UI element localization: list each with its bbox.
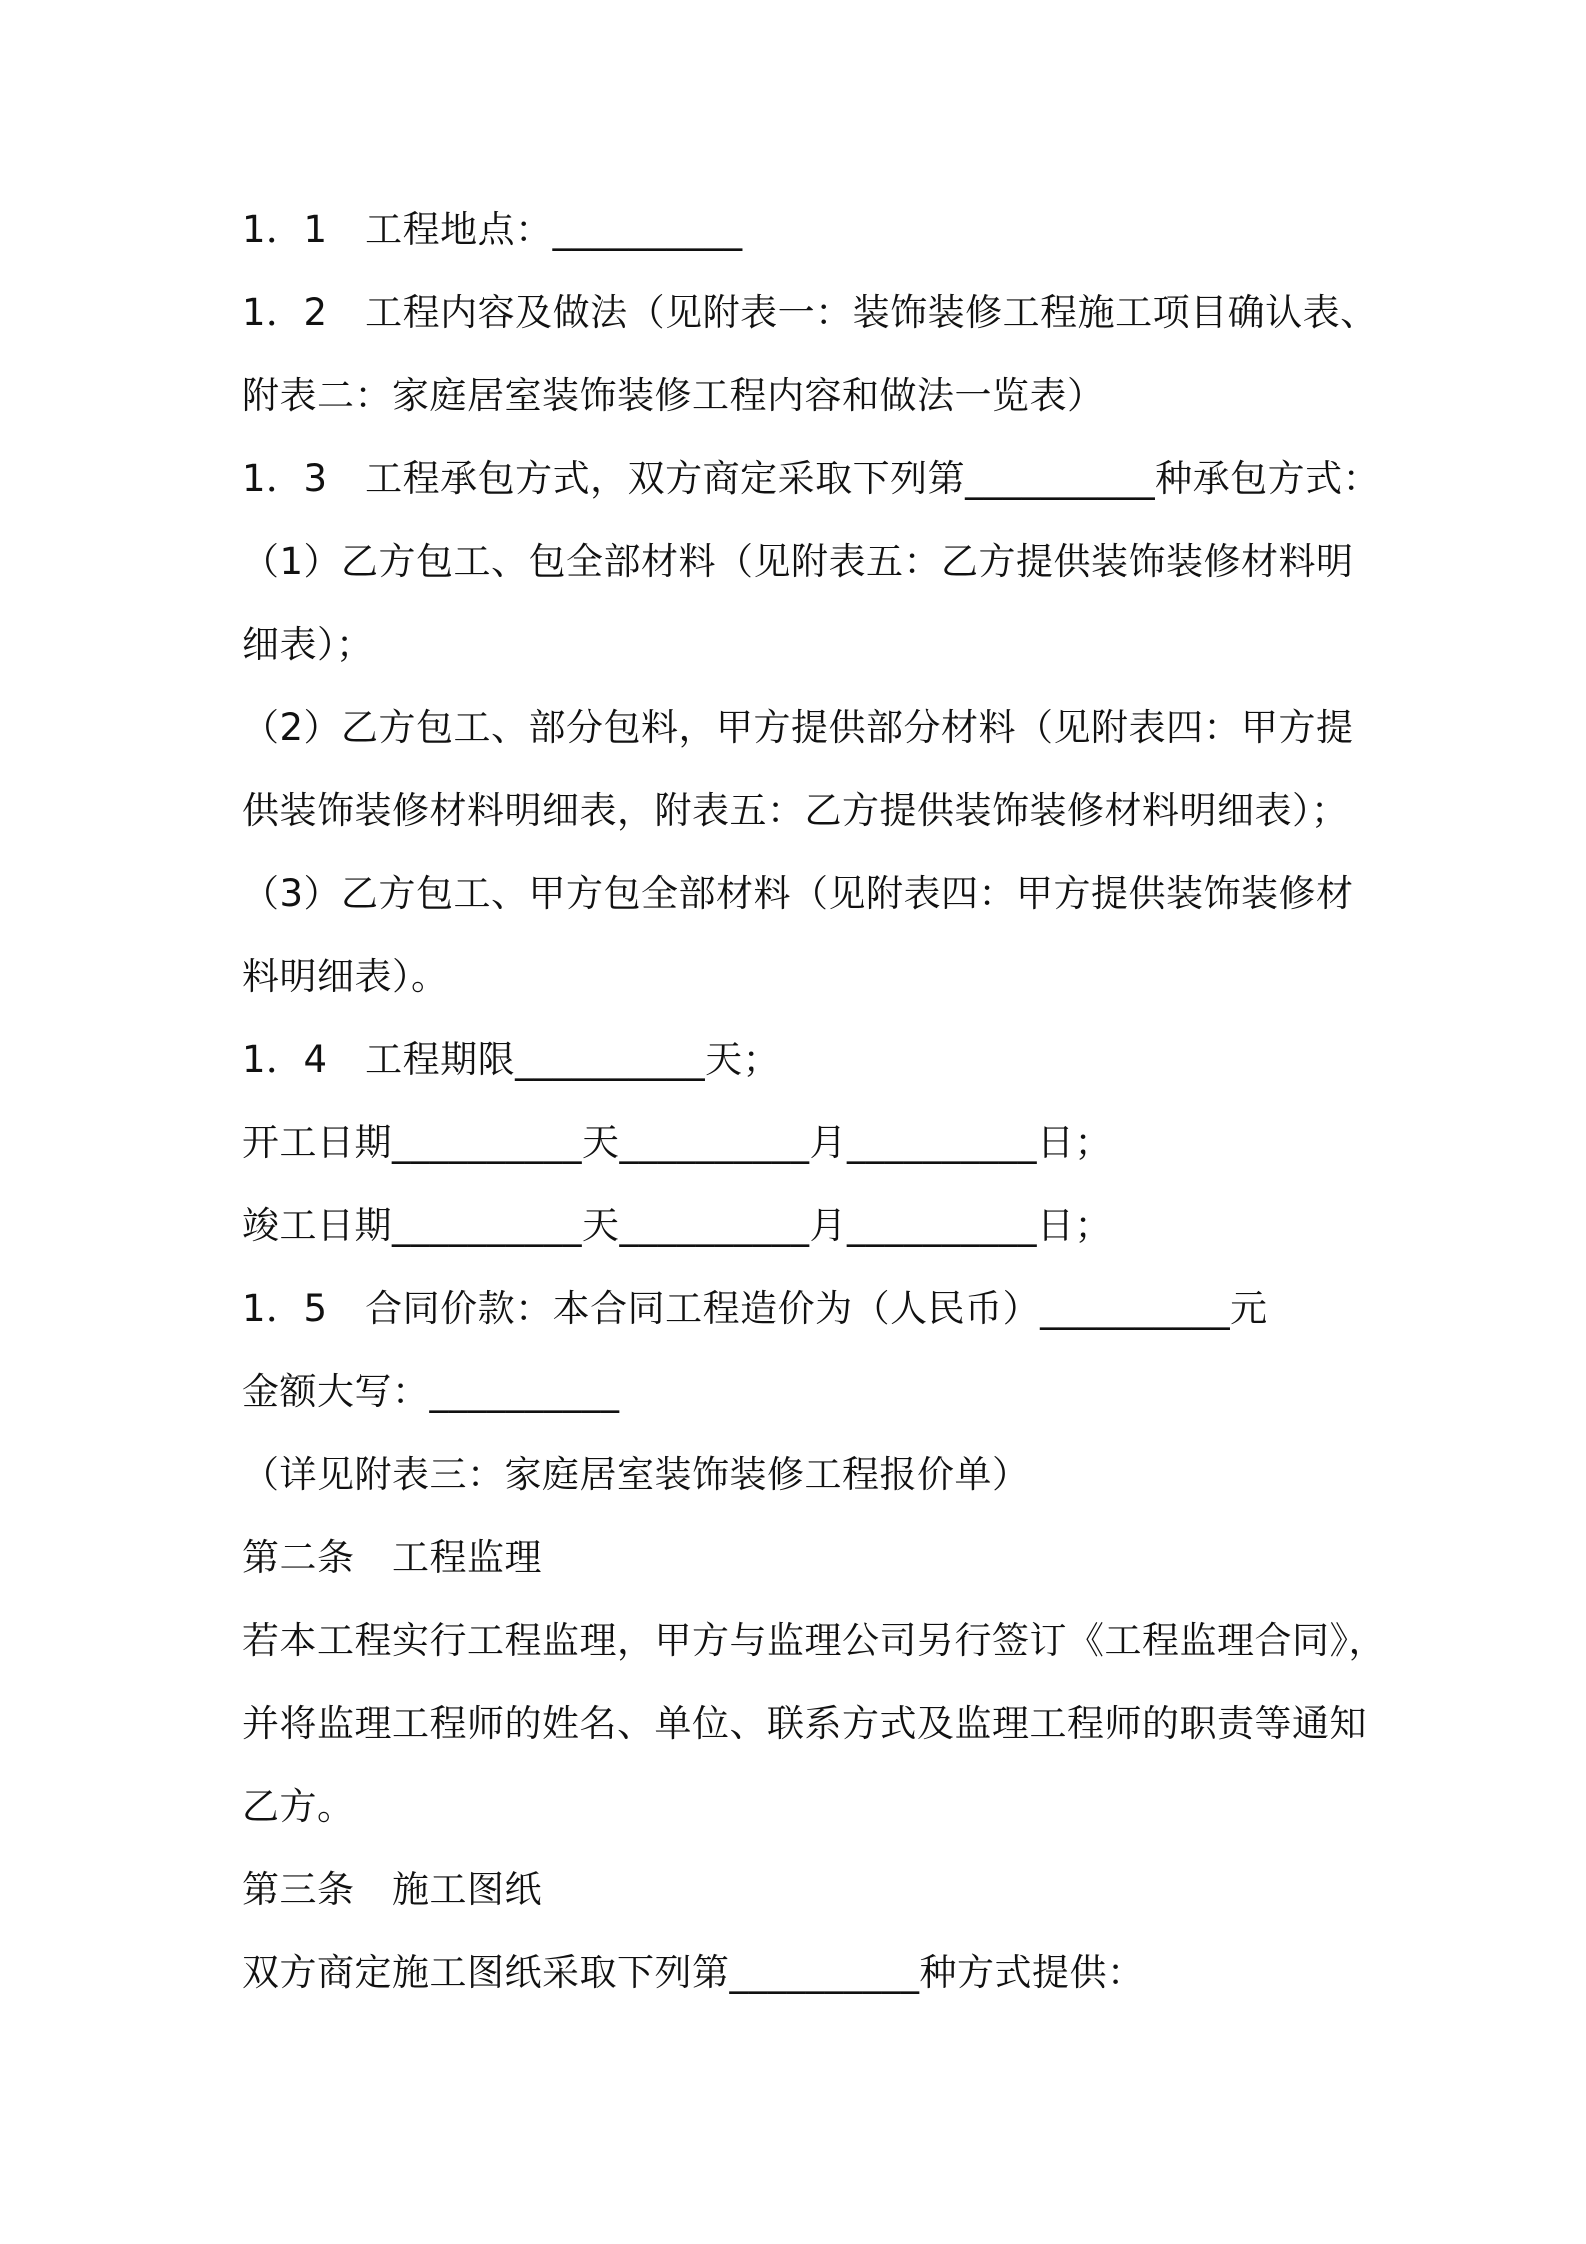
option-1: （1）乙方包工、包全部材料（见附表五：乙方提供装饰装修材料明 (242, 540, 1354, 583)
price-detail-note: （详见附表三：家庭居室装饰装修工程报价单） (242, 1453, 1030, 1496)
start-date-line: 开工日期__________天__________月__________日； (242, 1121, 1112, 1164)
completion-date-line: 竣工日期__________天__________月__________日； (242, 1204, 1112, 1247)
clause-1-3-contract-method: 1．3 工程承包方式，双方商定采取下列第__________种承包方式： (242, 457, 1381, 500)
article-2-heading: 第二条 工程监理 (242, 1536, 542, 1579)
clause-1-5-contract-price: 1．5 合同价款：本合同工程造价为（人民币）__________元 (242, 1287, 1268, 1330)
clause-1-4-duration: 1．4 工程期限__________天； (242, 1038, 781, 1081)
article-2-paragraph-line-2: 并将监理工程师的姓名、单位、联系方式及监理工程师的职责等通知 (242, 1702, 1367, 1745)
article-2-paragraph-line-1: 若本工程实行工程监理，甲方与监理公司另行签订《工程监理合同》， (242, 1619, 1386, 1662)
clause-1-2-continuation: 附表二：家庭居室装饰装修工程内容和做法一览表） (242, 374, 1105, 417)
amount-in-words: 金额大写：__________ (242, 1370, 620, 1413)
option-2-continuation: 供装饰装修材料明细表，附表五：乙方提供装饰装修材料明细表）； (242, 789, 1349, 832)
option-2: （2）乙方包工、部分包料，甲方提供部分材料（见附表四：甲方提 (242, 706, 1354, 749)
article-2-paragraph-line-3: 乙方。 (242, 1785, 355, 1828)
clause-1-1-project-location: 1．1 工程地点：__________ (242, 208, 743, 251)
option-3-continuation: 料明细表）。 (242, 955, 449, 998)
article-3-paragraph: 双方商定施工图纸采取下列第__________种方式提供： (242, 1951, 1145, 1994)
option-3: （3）乙方包工、甲方包全部材料（见附表四：甲方提供装饰装修材 (242, 872, 1354, 915)
clause-1-2-project-content: 1．2 工程内容及做法（见附表一：装饰装修工程施工项目确认表、 (242, 291, 1378, 334)
article-3-heading: 第三条 施工图纸 (242, 1868, 542, 1911)
option-1-continuation: 细表）； (242, 623, 374, 666)
